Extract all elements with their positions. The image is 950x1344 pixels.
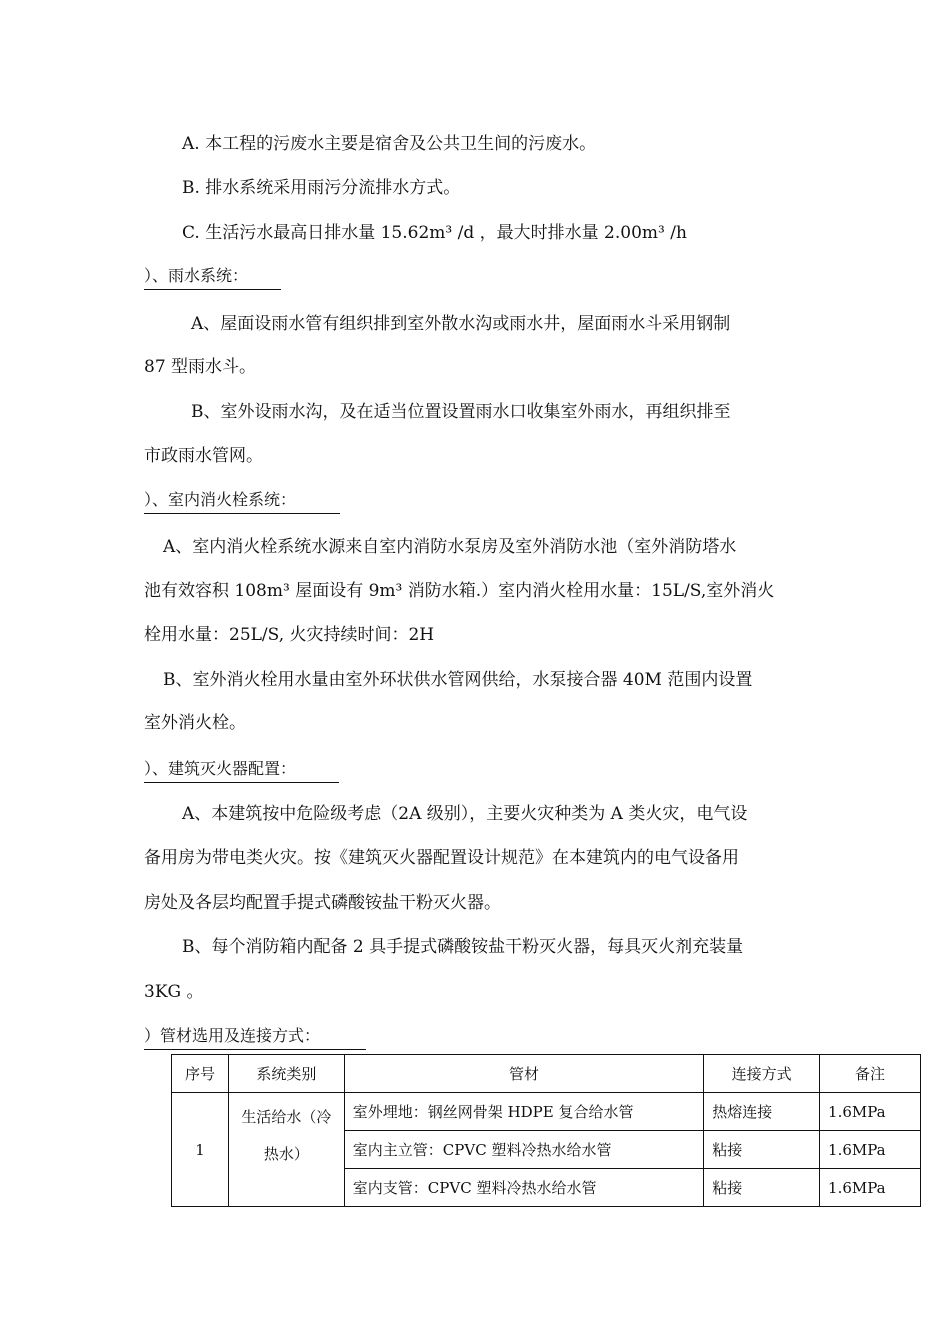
hydrant-item-a-line2: 池有效容积 108m³ 屋面设有 9m³ 消防水箱.）室内消火栓用水量：15L/S,室外消火 — [144, 581, 775, 601]
extinguisher-item-a-line2: 备用房为带电类火灾。按《建筑灭火器配置设计规范》在本建筑内的电气设备用 — [144, 848, 739, 868]
note-cell: 1.6MPa — [820, 1093, 921, 1131]
table-header-row — [172, 1055, 921, 1093]
header-seq: 序号 — [172, 1055, 229, 1093]
sewage-item-c: C. 生活污水最高日排水量 15.62m³ /d ，最大时排水量 2.00m³ /h — [182, 223, 687, 243]
material-cell: 室外埋地：钢丝网骨架 HDPE 复合给水管 — [344, 1093, 703, 1131]
hydrant-item-a-line3: 栓用水量：25L/S, 火灾持续时间：2H — [144, 625, 435, 645]
joint-cell: 粘接 — [704, 1131, 820, 1169]
header-material: 管材 — [344, 1055, 703, 1093]
extinguisher-item-a-line1: A、本建筑按中危险级考虑（2A 级别），主要火灾种类为 A 类火灾，电气设 — [182, 804, 748, 824]
rain-item-a-line2: 87 型雨水斗。 — [144, 357, 257, 377]
group-number: 1 — [172, 1093, 229, 1207]
header-category: 系统类别 — [228, 1055, 344, 1093]
joint-cell: 粘接 — [704, 1169, 820, 1207]
extinguisher-heading: ）、建筑灭火器配置： — [144, 758, 296, 780]
material-cell: 室内支管：CPVC 塑料冷热水给水管 — [344, 1169, 703, 1207]
extinguisher-item-b-line2: 3KG 。 — [144, 982, 204, 1002]
hydrant-item-b-line2: 室外消火栓。 — [144, 713, 246, 733]
rain-item-b-line1: B、室外设雨水沟，及在适当位置设置雨水口收集室外雨水，再组织排至 — [191, 402, 731, 422]
note-cell: 1.6MPa — [820, 1131, 921, 1169]
hydrant-heading: ）、室内消火栓系统： — [144, 489, 296, 511]
pipe-materials-table — [171, 1054, 921, 1207]
pipes-heading: ）管材选用及连接方式： — [144, 1025, 320, 1047]
hydrant-item-b-line1: B、室外消火栓用水量由室外环状供水管网供给，水泵接合器 40M 范围内设置 — [163, 670, 753, 690]
system-category — [228, 1093, 344, 1207]
rain-item-b-line2: 市政雨水管网。 — [144, 446, 263, 466]
joint-cell: 热熔连接 — [704, 1093, 820, 1131]
extinguisher-item-a-line3: 房处及各层均配置手提式磷酸铵盐干粉灭火器。 — [144, 893, 501, 913]
rain-heading: ）、雨水系统： — [144, 265, 248, 287]
header-note: 备注 — [820, 1055, 921, 1093]
system-category-line2: 热水） — [263, 1145, 309, 1163]
extinguisher-item-b-line1: B、每个消防箱内配备 2 具手提式磷酸铵盐干粉灭火器，每具灭火剂充装量 — [182, 937, 744, 957]
table-row — [172, 1093, 921, 1131]
material-cell: 室内主立管：CPVC 塑料冷热水给水管 — [344, 1131, 703, 1169]
sewage-item-b: B. 排水系统采用雨污分流排水方式。 — [182, 178, 461, 198]
system-category-line1: 生活给水（冷 — [241, 1108, 332, 1126]
rain-item-a-line1: A、屋面设雨水管有组织排到室外散水沟或雨水井，屋面雨水斗采用钢制 — [191, 314, 731, 334]
sewage-item-a: A. 本工程的污废水主要是宿舍及公共卫生间的污废水。 — [182, 134, 597, 154]
hydrant-item-a-line1: A、室内消火栓系统水源来自室内消防水泵房及室外消防水池（室外消防塔水 — [163, 537, 737, 557]
note-cell: 1.6MPa — [820, 1169, 921, 1207]
header-joint: 连接方式 — [704, 1055, 820, 1093]
